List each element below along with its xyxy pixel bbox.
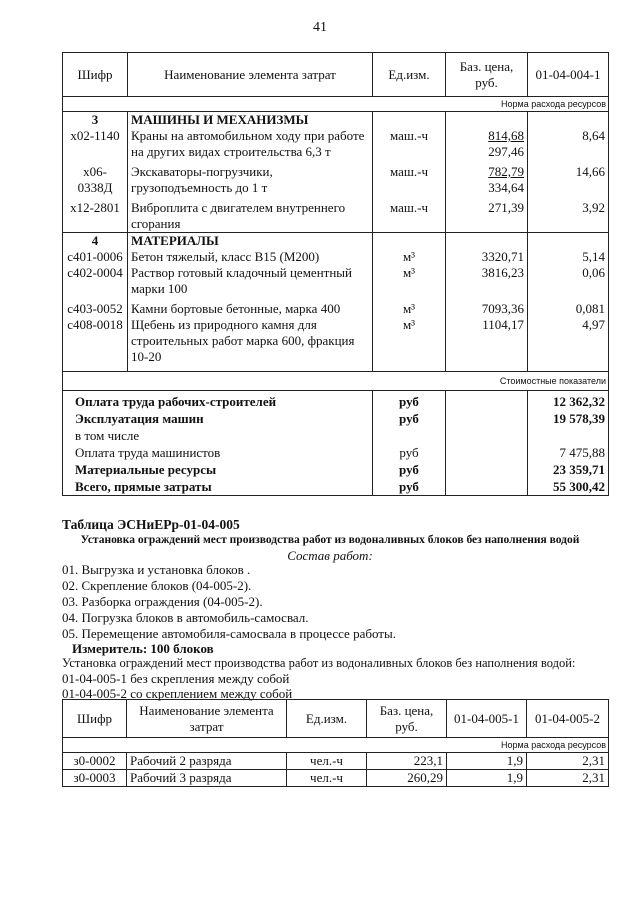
- rate-cell: 4,97: [528, 317, 609, 372]
- work-item: 03. Разборка ограждения (04-005-2).: [62, 594, 263, 609]
- page-number: 41: [313, 20, 327, 35]
- table-row: [63, 297, 609, 317]
- section-title: МАШИНЫ И МЕХАНИЗМЫ: [128, 112, 373, 129]
- price-cell: 1104,17: [446, 317, 528, 372]
- cost-row: [63, 410, 609, 427]
- rate-cell: 2,31: [527, 770, 609, 787]
- table-row: [63, 317, 609, 372]
- description-line: 01-04-005-1 без скрепления между собой: [62, 671, 290, 686]
- section-number: 4: [63, 233, 128, 250]
- cost-value: 12 362,32: [528, 391, 609, 411]
- cost-name: Эксплуатация машин: [63, 410, 373, 427]
- section-row: [63, 233, 609, 250]
- unit-cell: чел.-ч: [287, 770, 367, 787]
- rate-cell: 8,64: [528, 128, 609, 160]
- col-code: Шифр: [63, 53, 128, 97]
- code-cell: с408-0018: [63, 317, 128, 372]
- cost-row: [63, 478, 609, 496]
- resource-table-01-04-005: [62, 699, 609, 787]
- cost-value: 55 300,42: [528, 478, 609, 496]
- table-row: [63, 196, 609, 233]
- cost-label-row: [63, 372, 609, 391]
- col-price: Баз. цена, руб.: [367, 700, 447, 738]
- table-row: [63, 128, 609, 160]
- cost-name: в том числе: [63, 427, 373, 444]
- norm-label: Норма расхода ресурсов: [63, 738, 609, 753]
- cost-row: [63, 391, 609, 411]
- table-row: [63, 160, 609, 196]
- name-cell: Экскаваторы-погрузчики, грузоподъемность до 1 т: [128, 160, 373, 196]
- price-cell: 223,1: [367, 753, 447, 770]
- col-code: Шифр: [63, 700, 127, 738]
- price-cell: 782,79 334,64: [446, 160, 528, 196]
- cost-row: [63, 461, 609, 478]
- unit-cell: м³: [373, 297, 446, 317]
- rate-cell: 5,14: [528, 249, 609, 265]
- cost-value: 23 359,71: [528, 461, 609, 478]
- name-cell: Щебень из природного камня для строительных работ марка 600, фракция 10-20: [128, 317, 373, 372]
- cost-name: Оплата труда рабочих-строителей: [63, 391, 373, 411]
- cost-value: 7 475,88: [528, 444, 609, 461]
- code-cell: с403-0052: [63, 297, 128, 317]
- work-item: 04. Погрузка блоков в автомобиль-самосвал.: [62, 610, 309, 625]
- composition-heading: Состав работ:: [287, 548, 373, 563]
- code-cell: з0-0003: [63, 770, 127, 787]
- work-item: 01. Выгрузка и установка блоков .: [62, 562, 251, 577]
- cost-label: Стоимостные показатели: [63, 372, 609, 391]
- rate-cell: 0,06: [528, 265, 609, 297]
- measure-unit: Измеритель: 100 блоков: [72, 641, 214, 656]
- col-unit: Ед.изм.: [287, 700, 367, 738]
- section-row: [63, 112, 609, 129]
- section-number: 3: [63, 112, 128, 129]
- col-rate-1: 01-04-005-1: [447, 700, 527, 738]
- table-row: [63, 249, 609, 265]
- unit-cell: маш.-ч: [373, 196, 446, 233]
- price-cell: 7093,36: [446, 297, 528, 317]
- section-title: МАТЕРИАЛЫ: [128, 233, 373, 250]
- price-cell: 814,68 297,46: [446, 128, 528, 160]
- unit-cell: маш.-ч: [373, 128, 446, 160]
- resource-table-01-04-004: [62, 52, 609, 496]
- price-cell: 3816,23: [446, 265, 528, 297]
- code-cell: з0-0002: [63, 753, 127, 770]
- cost-unit: руб: [373, 410, 446, 427]
- rate-cell: 1,9: [447, 770, 527, 787]
- work-item: 02. Скрепление блоков (04-005-2).: [62, 578, 252, 593]
- cost-row: [63, 427, 609, 444]
- table-row: [63, 753, 609, 770]
- description-line: Установка ограждений мест производства работ из водоналивных блоков без наполнения водой:: [62, 656, 576, 670]
- unit-cell: маш.-ч: [373, 160, 446, 196]
- name-cell: Рабочий 2 разряда: [127, 753, 287, 770]
- col-price: Баз. цена, руб.: [446, 53, 528, 97]
- description-line: 01-04-005-2 со скреплением между собой: [62, 686, 293, 701]
- cost-name: Материальные ресурсы: [63, 461, 373, 478]
- unit-cell: м³: [373, 265, 446, 297]
- norm-row: [63, 97, 609, 112]
- work-item: 05. Перемещение автомобиля-самосвала в процессе работы.: [62, 626, 396, 641]
- cost-unit: руб: [373, 444, 446, 461]
- col-unit: Ед.изм.: [373, 53, 446, 97]
- cost-unit: [373, 427, 446, 444]
- code-cell: с402-0004: [63, 265, 128, 297]
- col-rate: 01-04-004-1: [528, 53, 609, 97]
- name-cell: Бетон тяжелый, класс В15 (М200): [128, 249, 373, 265]
- cost-unit: руб: [373, 391, 446, 411]
- norm-row: [63, 738, 609, 753]
- name-cell: Рабочий 3 разряда: [127, 770, 287, 787]
- cost-unit: руб: [373, 461, 446, 478]
- name-cell: Краны на автомобильном ходу при работе на других видах строительства 6,3 т: [128, 128, 373, 160]
- cost-name: Оплата труда машинистов: [63, 444, 373, 461]
- code-cell: х02-1140: [63, 128, 128, 160]
- name-cell: Камни бортовые бетонные, марка 400: [128, 297, 373, 317]
- cost-row: [63, 444, 609, 461]
- col-rate-2: 01-04-005-2: [527, 700, 609, 738]
- col-name: Наименование элемента затрат: [128, 53, 373, 97]
- table-header-row: [63, 700, 609, 738]
- rate-cell: 14,66: [528, 160, 609, 196]
- cost-value: 19 578,39: [528, 410, 609, 427]
- code-cell: с401-0006: [63, 249, 128, 265]
- unit-cell: чел.-ч: [287, 753, 367, 770]
- code-cell: х06-0338Д: [63, 160, 128, 196]
- unit-cell: м³: [373, 317, 446, 372]
- unit-cell: м³: [373, 249, 446, 265]
- table-row: [63, 770, 609, 787]
- rate-cell: 3,92: [528, 196, 609, 233]
- name-cell: Виброплита с двигателем внутреннего сгорания: [128, 196, 373, 233]
- code-cell: х12-2801: [63, 196, 128, 233]
- table-row: [63, 265, 609, 297]
- cost-name: Всего, прямые затраты: [63, 478, 373, 496]
- price-cell: 260,29: [367, 770, 447, 787]
- table-header-row: [63, 53, 609, 97]
- cost-value: [528, 427, 609, 444]
- rate-cell: 1,9: [447, 753, 527, 770]
- col-name: Наименование элемента затрат: [127, 700, 287, 738]
- price-cell: 271,39: [446, 196, 528, 233]
- cost-unit: руб: [373, 478, 446, 496]
- rate-cell: 2,31: [527, 753, 609, 770]
- name-cell: Раствор готовый кладочный цементный марки 100: [128, 265, 373, 297]
- norm-label: Норма расхода ресурсов: [63, 97, 609, 112]
- table-title: Таблица ЭСНиЕРр-01-04-005: [62, 517, 240, 532]
- rate-cell: 0,081: [528, 297, 609, 317]
- price-cell: 3320,71: [446, 249, 528, 265]
- table-subtitle: Установка ограждений мест производства работ из водоналивных блоков без наполнения водой: [80, 534, 580, 546]
